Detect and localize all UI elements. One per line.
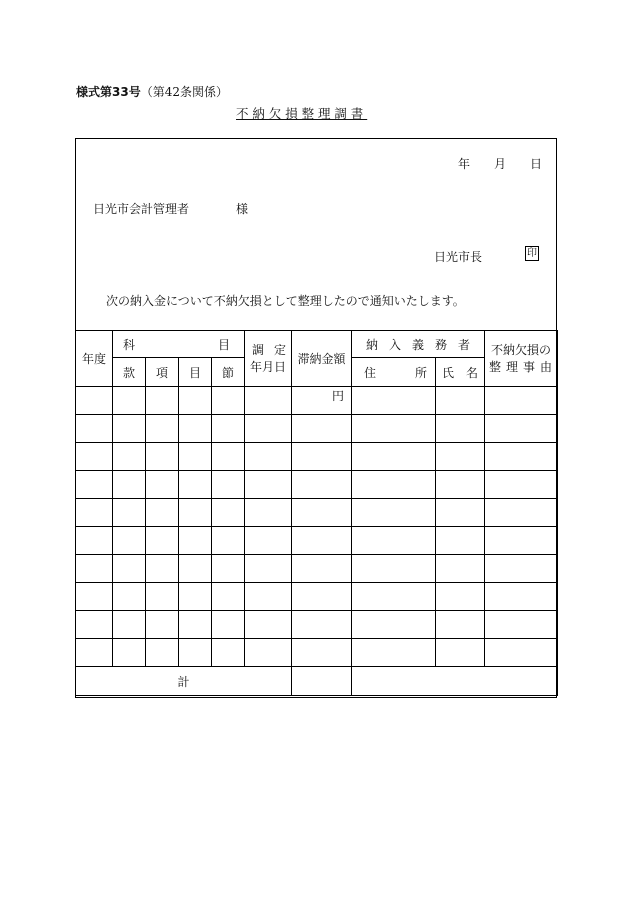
- obligor-char-5: 者: [458, 337, 471, 352]
- table-cell: [113, 387, 146, 415]
- table-cell: [146, 611, 179, 639]
- table-cell: [436, 387, 485, 415]
- table-cell: [212, 471, 245, 499]
- item-header-right: 目: [218, 337, 231, 352]
- table-cell: [292, 583, 352, 611]
- table-cell: [352, 611, 436, 639]
- setsu-header: 節: [212, 358, 245, 387]
- table-cell: [76, 471, 113, 499]
- table-cell: [212, 555, 245, 583]
- table-cell: [436, 527, 485, 555]
- table-cell: [352, 387, 436, 415]
- address-right-char: 所: [415, 365, 428, 380]
- table-cell: [485, 471, 558, 499]
- table-row: [76, 387, 558, 415]
- address-left-char: 住: [364, 365, 377, 380]
- form-number-label: 様式第33号: [76, 85, 141, 99]
- date-month: 月: [494, 157, 507, 171]
- table-row: [76, 499, 558, 527]
- table-cell: [245, 415, 292, 443]
- table-row: [76, 471, 558, 499]
- date-day: 日: [530, 157, 543, 171]
- table-cell: [245, 583, 292, 611]
- table-cell: [212, 527, 245, 555]
- addressee-honorific: 様: [236, 202, 249, 216]
- assess-date-label: 年月日: [250, 359, 287, 374]
- table-row: [76, 611, 558, 639]
- table-cell: [76, 527, 113, 555]
- table-cell: [485, 387, 558, 415]
- name-right-char: 名: [466, 365, 479, 380]
- table-cell: [245, 527, 292, 555]
- table-cell: [352, 527, 436, 555]
- kan-header: 款: [113, 358, 146, 387]
- table-cell: [245, 443, 292, 471]
- table-cell: [179, 527, 212, 555]
- table-row: [76, 527, 558, 555]
- table-cell: [245, 639, 292, 667]
- table-cell: [485, 415, 558, 443]
- moku-header: 目: [179, 358, 212, 387]
- table-cell: [212, 499, 245, 527]
- table-cell: [76, 443, 113, 471]
- obligor-char-2: 入: [389, 337, 402, 352]
- obligor-char-1: 納: [366, 337, 379, 352]
- table-cell: [436, 639, 485, 667]
- table-row: [76, 443, 558, 471]
- table-cell: [146, 387, 179, 415]
- reason-char-3: 事: [523, 359, 536, 374]
- table-cell: [113, 555, 146, 583]
- arrears-amount-header: 滞納金額: [292, 331, 352, 387]
- table-cell: [179, 611, 212, 639]
- table-cell: [212, 611, 245, 639]
- table-cell: [485, 499, 558, 527]
- write-off-table: [75, 330, 558, 696]
- table-cell: [245, 611, 292, 639]
- reason-char-4: 由: [540, 359, 553, 374]
- fiscal-year-header: 年度: [76, 331, 113, 387]
- form-number-reference: （第42条関係）: [140, 85, 228, 99]
- table-cell: [146, 443, 179, 471]
- table-cell: [436, 415, 485, 443]
- address-header: [352, 358, 436, 387]
- obligor-char-4: 務: [435, 337, 448, 352]
- table-cell: [436, 443, 485, 471]
- sender-name: 日光市長: [434, 250, 483, 264]
- table-cell: [212, 443, 245, 471]
- table-cell: [485, 639, 558, 667]
- table-cell: [352, 583, 436, 611]
- name-left-char: 氏: [442, 365, 455, 380]
- date-year: 年: [458, 157, 471, 171]
- total-blank-cell: [352, 667, 558, 696]
- reason-char-1: 整: [489, 359, 502, 374]
- table-cell: [436, 555, 485, 583]
- table-row: [76, 415, 558, 443]
- table-cell: [179, 583, 212, 611]
- seal-box: 印: [527, 248, 537, 259]
- total-amount-cell: [292, 667, 352, 696]
- obligor-header: [352, 331, 485, 358]
- table-cell: [352, 639, 436, 667]
- document-title: 不納欠損整理調書: [236, 106, 368, 121]
- table-cell: [485, 583, 558, 611]
- kou-header: 項: [146, 358, 179, 387]
- table-cell: [146, 555, 179, 583]
- table-cell: [436, 471, 485, 499]
- table-cell: [352, 499, 436, 527]
- table-cell: [352, 471, 436, 499]
- table-cell: [352, 415, 436, 443]
- table-cell: [113, 415, 146, 443]
- table-cell: [146, 527, 179, 555]
- table-cell: [76, 611, 113, 639]
- table-cell: [113, 499, 146, 527]
- table-cell: [245, 499, 292, 527]
- total-row: [76, 667, 558, 696]
- assessment-date-header: [245, 331, 292, 387]
- table-cell: [146, 639, 179, 667]
- table-cell: [146, 471, 179, 499]
- arrears-yen-unit: 円: [292, 387, 352, 415]
- addressee-name: 日光市会計管理者: [93, 202, 190, 216]
- write-off-reason-header: [485, 331, 558, 387]
- reason-line-1: 不納欠損の: [491, 342, 552, 357]
- table-cell: [76, 555, 113, 583]
- table-cell: [146, 499, 179, 527]
- table-cell: [245, 471, 292, 499]
- table-cell: [76, 499, 113, 527]
- table-cell: [292, 415, 352, 443]
- table-cell: [352, 555, 436, 583]
- table-cell: [352, 443, 436, 471]
- table-cell: [146, 415, 179, 443]
- reason-char-2: 理: [506, 359, 519, 374]
- header-row-1: [76, 331, 558, 358]
- table-cell: [292, 499, 352, 527]
- table-cell: [113, 639, 146, 667]
- table-cell: [292, 471, 352, 499]
- table-cell: [113, 471, 146, 499]
- item-header: [113, 331, 245, 358]
- table-cell: [113, 611, 146, 639]
- form-number: [76, 83, 228, 100]
- table-cell: [212, 387, 245, 415]
- table-cell: [292, 555, 352, 583]
- table-cell: [179, 471, 212, 499]
- table-cell: [76, 415, 113, 443]
- table-cell: [292, 611, 352, 639]
- table-cell: [292, 443, 352, 471]
- table-cell: [179, 415, 212, 443]
- table-cell: [76, 387, 113, 415]
- table-cell: [245, 387, 292, 415]
- table-cell: [113, 583, 146, 611]
- assess-char-2: 定: [274, 342, 287, 357]
- table-cell: [212, 639, 245, 667]
- table-cell: [179, 387, 212, 415]
- table-cell: [179, 499, 212, 527]
- table-cell: [436, 611, 485, 639]
- table-row: [76, 639, 558, 667]
- table-cell: [76, 639, 113, 667]
- table-cell: [292, 639, 352, 667]
- table-cell: [436, 499, 485, 527]
- total-label: 計: [76, 667, 292, 696]
- table-cell: [146, 583, 179, 611]
- assess-char-1: 調: [252, 342, 265, 357]
- table-cell: [179, 555, 212, 583]
- table-cell: [113, 443, 146, 471]
- name-header: [436, 358, 485, 387]
- table-cell: [76, 583, 113, 611]
- table-cell: [179, 639, 212, 667]
- table-cell: [179, 443, 212, 471]
- item-header-left: 科: [123, 337, 136, 352]
- table-row: [76, 555, 558, 583]
- table-cell: [485, 555, 558, 583]
- table-cell: [436, 583, 485, 611]
- table-cell: [485, 611, 558, 639]
- table-cell: [113, 527, 146, 555]
- table-row: [76, 583, 558, 611]
- table-cell: [212, 415, 245, 443]
- notice-text: 次の納入金について不納欠損として整理したので通知いたします。: [106, 294, 465, 308]
- table-cell: [212, 583, 245, 611]
- obligor-char-3: 義: [412, 337, 425, 352]
- table-cell: [485, 443, 558, 471]
- table-cell: [245, 555, 292, 583]
- table-cell: [485, 527, 558, 555]
- table-cell: [292, 527, 352, 555]
